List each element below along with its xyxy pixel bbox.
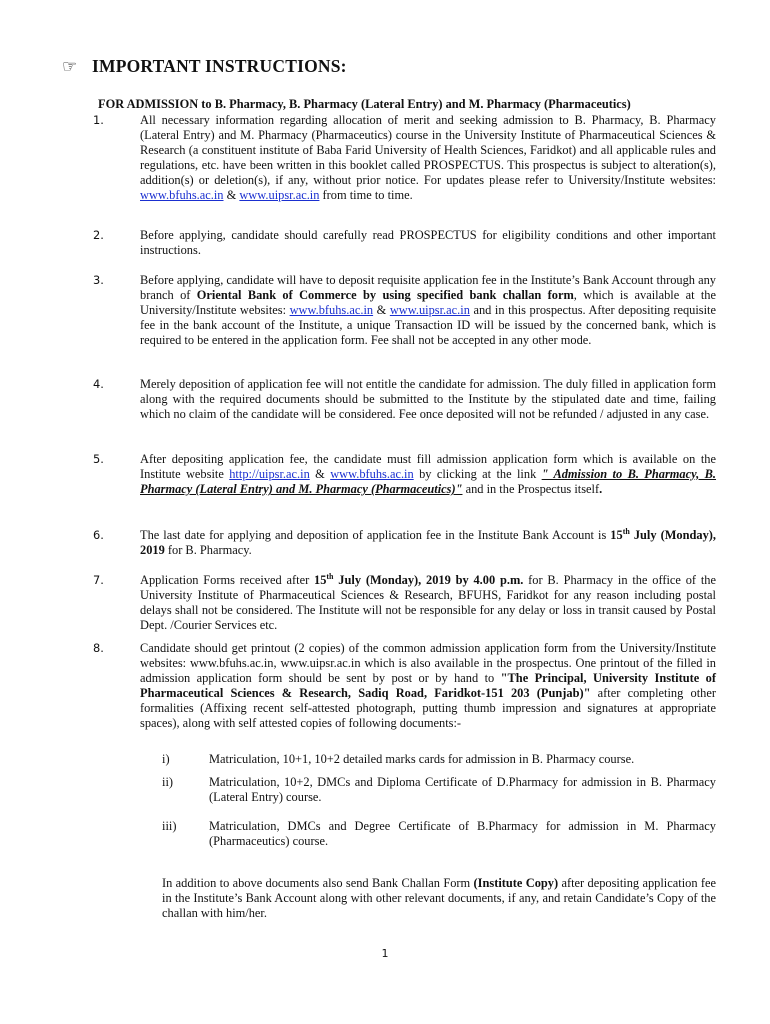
item-text: All necessary information regarding allocation of merit and seeking admission to B. Pharmacy, B. Pharmacy (Lateral Entry) and M. Pharmacy (Pharmaceutics) course in the University Institute of Pharmaceutical Sciences & Research (a constituent institute of Baba Farid University of Health Sciences, Faridkot) and all applicable rules and regulations, etc. have been written in this booklet called PROSPECTUS. This prospectus is subject to alteration(s), addition(s) or deletion(s), if any, without prior notice. For updates please refer to University/Institute websites: www.bfuhs.ac.in & www.uipsr.ac.in from time to time. [140,113,716,203]
item-text: Merely deposition of application fee will not entitle the candidate for admission. The duly filled in application form along with the required documents should be submitted to the Institute by the stipulated date and time, failing which no claim of the candidate will be considered. Fee once deposited will not be refunded / adjusted in any case. [140,377,716,422]
admission-link-text[interactable]: " Admission to B. Pharmacy, B. Pharmacy (Lateral Entry) and M. Pharmacy (Pharmaceutics)" [140,467,717,497]
sub-item-number: i) [162,752,170,766]
sub-item-number: ii) [162,775,174,789]
deadline-date: 15th July (Monday), 2019 by 4.00 p.m. [314,571,524,587]
sub-item-text: Matriculation, 10+2, DMCs and Diploma Certificate of D.Pharmacy for admission in B. Pharmacy (Lateral Entry) course. [209,775,716,805]
uipsr-link[interactable]: www.uipsr.ac.in [239,188,320,203]
bfuhs-link[interactable]: www.bfuhs.ac.in [140,188,224,203]
item-number: 7. [93,573,104,587]
item-number: 5. [93,452,104,466]
section-subtitle: FOR ADMISSION to B. Pharmacy, B. Pharmacy (Lateral Entry) and M. Pharmacy (Pharmaceutics) [98,97,631,111]
uipsr-link[interactable]: http://uipsr.ac.in [229,467,310,482]
item-number: 6. [93,528,104,542]
item-number: 1. [93,113,104,127]
page-number: 1 [381,947,389,960]
bfuhs-link[interactable]: www.bfuhs.ac.in [289,303,374,318]
sub-item-text: Matriculation, 10+1, 10+2 detailed marks cards for admission in B. Pharmacy course. [209,752,635,766]
item-text: After depositing application fee, the candidate must fill admission application form which is available on the Institute website http://uipsr.ac.in & www.bfuhs.ac.in by clicking at the link " Admission to B. Pharmacy, B. Pharmacy (Lateral Entry) and M. Pharmacy (Pharmaceutics)" and in the Prospectus itself. [140,452,717,497]
item-text: Candidate should get printout (2 copies) of the common admission application form from the University/Institute websites: www.bfuhs.ac.in, www.uipsr.ac.in which is also available in the prospectus. One printout of the filled in admission application form should be sent by post or by hand to "The Principal, University Institute of Pharmaceutical Sciences & Research, Sadiq Road, Faridkot-151 203 (Punjab)" after completing other formalities (Affixing recent self-attested photograph, putting thumb impression and signatures at appropriate spaces), along with self attested copies of following documents:- [140,641,716,731]
title-text: IMPORTANT INSTRUCTIONS: [92,56,347,76]
item-number: 3. [93,273,104,287]
closing-paragraph: In addition to above documents also send Bank Challan Form (Institute Copy) after depositing application fee in the Institute’s Bank Account along with other relevant documents, if any, and retain Candidate’s Copy of the challan with him/her. [162,876,716,921]
page-title [62,56,347,77]
item-text: Before applying, candidate will have to deposit requisite application fee in the Institute’s Bank Account through any branch of Oriental Bank of Commerce by using specified bank challan form, which is available at the University/Institute websites: www.bfuhs.ac.in & www.uipsr.ac.in and in this prospectus. After depositing requisite fee in the bank account of the Institute, a unique Transaction ID will be issued by the concerned bank, which is required to be entered in the application form. Fee shall not be accepted in any other mode. [140,273,716,348]
pointing-hand-icon: ☞ [62,57,78,76]
item-number: 4. [93,377,104,391]
item-number: 2. [93,228,104,242]
sub-item-number: iii) [162,819,177,833]
last-date: 15th July (Monday), 2019 [140,526,716,558]
bfuhs-link[interactable]: www.bfuhs.ac.in [330,467,414,482]
item-text: The last date for applying and deposition of application fee in the Institute Bank Account is 15th July (Monday), 2019 for B. Pharmacy. [140,526,716,558]
item-number: 8. [93,641,104,655]
item-text: Application Forms received after 15th July (Monday), 2019 by 4.00 p.m. for B. Pharmacy in the office of the University Institute of Pharmaceutical Sciences & Research, BFUHS, Faridkot for any reason including postal delays shall not be considered. The Institute will not be responsible for any delay or loss in transit caused by Postal Dept. /Courier Services etc. [140,571,716,633]
uipsr-link[interactable]: www.uipsr.ac.in [389,303,470,318]
sub-item-text: Matriculation, DMCs and Degree Certificate of B.Pharmacy for admission in M. Pharmacy (Pharmaceutics) course. [209,819,716,849]
item-text: Before applying, candidate should carefully read PROSPECTUS for eligibility conditions and other important instructions. [140,228,716,258]
